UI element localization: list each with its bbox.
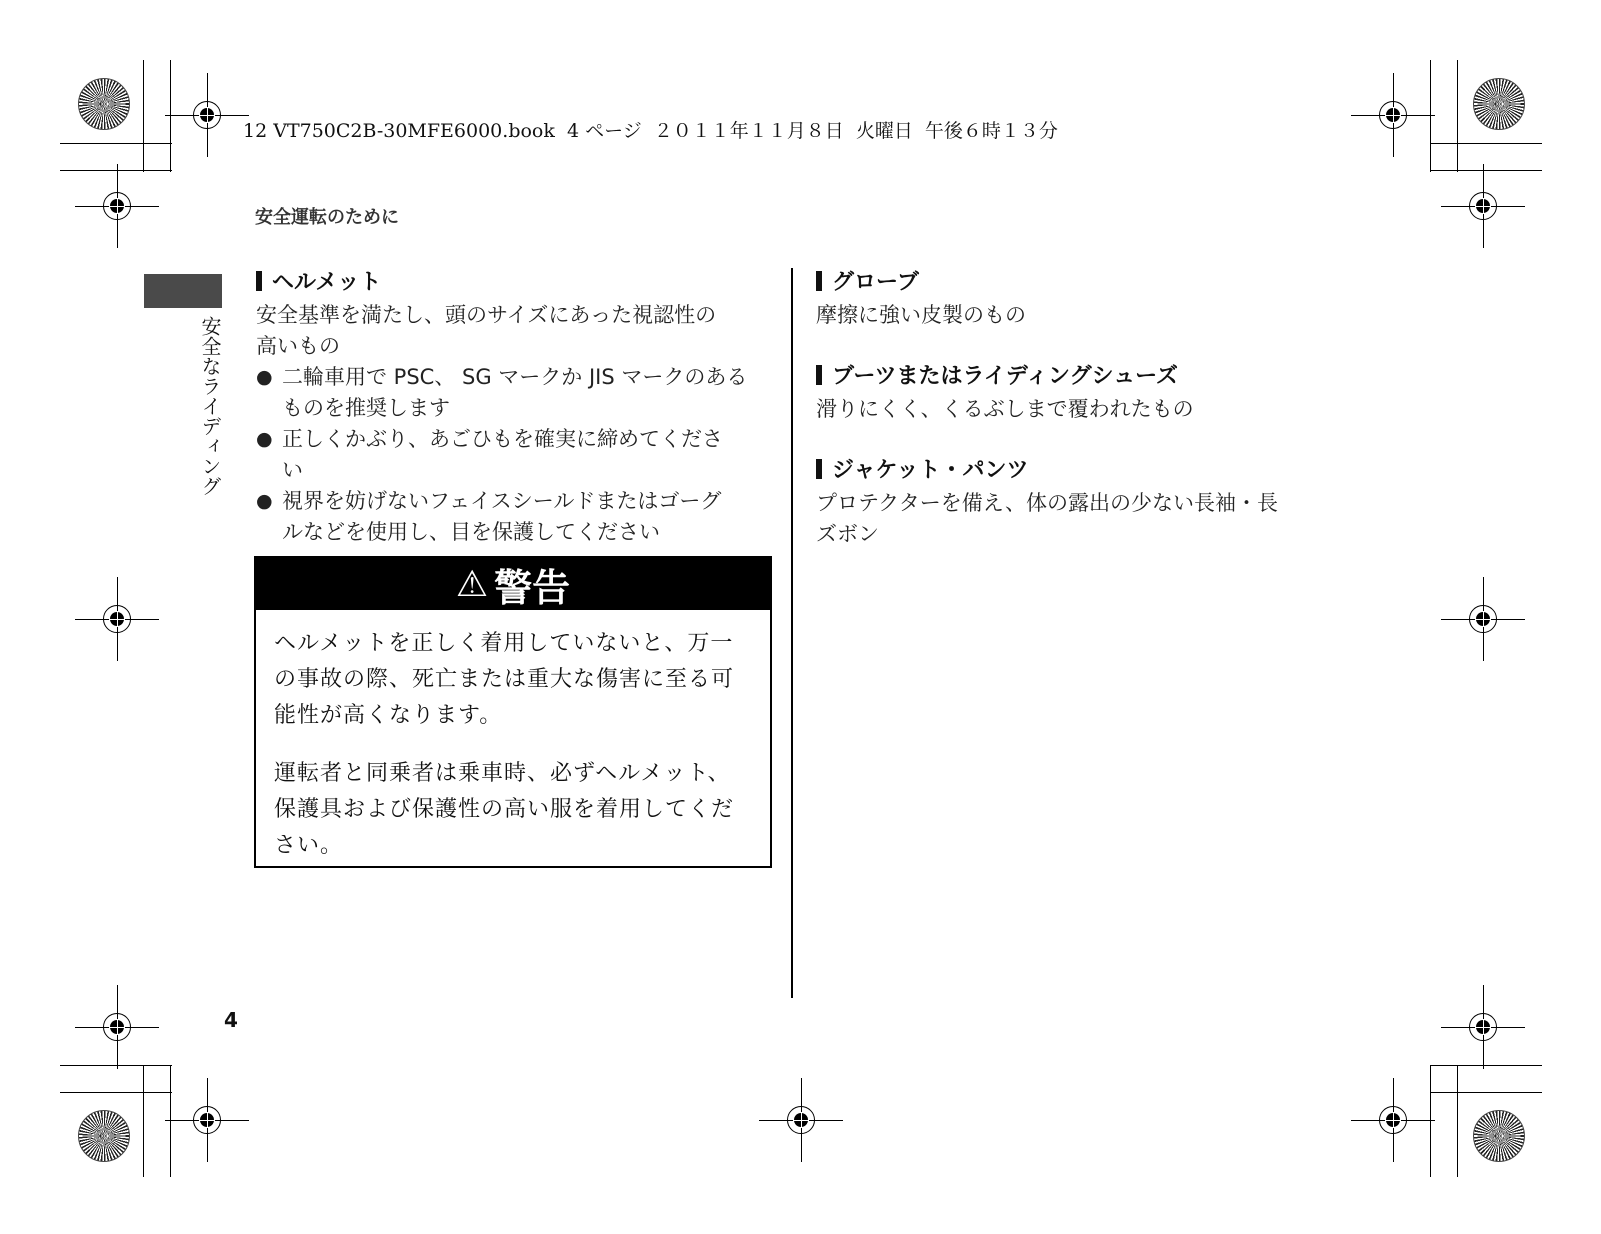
warning-box xyxy=(254,556,772,868)
registration-rosette-top-left xyxy=(78,78,130,130)
crop-line xyxy=(1430,143,1542,144)
left-column xyxy=(256,265,776,548)
print-file-info: 12 VT750C2B-30MFE6000.book 4 ページ ２０１１年１１月８日 火曜日 午後６時１３分 xyxy=(243,120,1058,142)
crop-line xyxy=(1430,1065,1542,1066)
boots-section: ブーツまたはライディングシューズ 滑りにくく、くるぶしまで覆われたもの xyxy=(816,359,1376,425)
page-number: 4 xyxy=(224,1008,238,1032)
warning-paragraph: 運転者と同乗者は乗車時、必ずヘルメット、 保護具および保護性の高い服を着用してくだ さい。 xyxy=(274,761,735,858)
registration-rosette-bottom-right xyxy=(1473,1110,1525,1162)
list-item: ● 二輪車用で PSC、 SG マークか JIS マークのある ものを推奨します xyxy=(256,362,776,424)
column-divider xyxy=(791,268,793,998)
crop-line xyxy=(170,1065,171,1177)
heading-text: ジャケット・パンツ xyxy=(832,458,1029,483)
heading-bar-icon xyxy=(256,271,262,291)
crop-line xyxy=(143,60,144,172)
crop-line xyxy=(1430,1065,1431,1177)
crop-line xyxy=(143,1065,144,1177)
registration-rosette-bottom-left xyxy=(78,1110,130,1162)
warning-body xyxy=(256,610,770,864)
crop-line xyxy=(60,1092,172,1093)
helmet-bullet-list xyxy=(256,362,776,548)
helmet-intro: 安全基準を満たし、頭のサイズにあった視認性の 高いもの xyxy=(256,303,717,358)
heading-text: ブーツまたはライディングシューズ xyxy=(832,364,1179,389)
crop-line xyxy=(170,60,171,172)
warning-paragraph: ヘルメットを正しく着用していないと、万一 の事故の際、死亡または重大な傷害に至る可 能性が高くなります。 xyxy=(274,631,735,728)
gloves-section: グローブ 摩擦に強い皮製のもの xyxy=(816,265,1376,331)
crop-line xyxy=(1430,60,1431,172)
side-tab-label: 安全なライディング xyxy=(198,316,222,496)
warning-triangle-icon: ⚠ xyxy=(455,563,489,605)
crop-line xyxy=(1457,1065,1458,1177)
heading-text: ヘルメット xyxy=(272,270,382,295)
list-item: ● 正しくかぶり、あごひもを確実に締めてくださ い xyxy=(256,424,776,486)
helmet-heading xyxy=(256,265,776,296)
list-item: ● 視界を妨げないフェイスシールドまたはゴーグ ルなどを使用し、目を保護してください xyxy=(256,486,776,548)
heading-text: グローブ xyxy=(832,270,919,295)
right-column xyxy=(816,265,1376,550)
side-tab-marker xyxy=(144,274,222,308)
warning-header xyxy=(256,558,770,610)
heading-bar-icon xyxy=(816,459,822,479)
crop-line xyxy=(1430,1092,1542,1093)
registration-rosette-top-right xyxy=(1473,78,1525,130)
crop-line xyxy=(1430,170,1542,171)
section-label: 安全運転のために xyxy=(255,207,399,228)
crop-line xyxy=(1457,60,1458,172)
jacket-pants-section: ジャケット・パンツ プロテクターを備え、体の露出の少ない長袖・長 ズボン xyxy=(816,453,1376,550)
heading-bar-icon xyxy=(816,271,822,291)
heading-bar-icon xyxy=(816,365,822,385)
crop-line xyxy=(60,143,172,144)
warning-title: 警告 xyxy=(494,565,571,610)
